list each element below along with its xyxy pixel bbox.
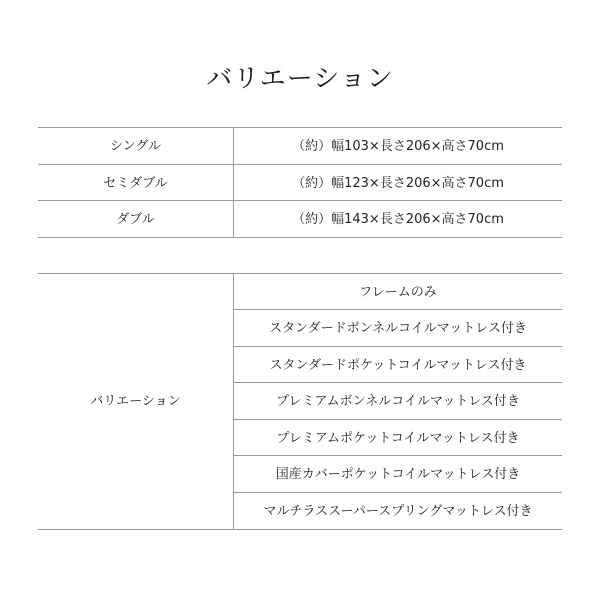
variation-option: プレミアムボンネルコイルマットレス付き bbox=[276, 394, 520, 409]
size-dimensions-semi-double: （約）幅123×長さ206×高さ70cm bbox=[292, 176, 504, 191]
row-divider bbox=[234, 382, 562, 383]
variation-option: スタンダードポケットコイルマットレス付き bbox=[269, 358, 527, 373]
variation-bottom-border bbox=[38, 529, 562, 530]
variation-option: プレミアムポケットコイルマットレス付き bbox=[276, 431, 520, 446]
row-divider bbox=[234, 419, 562, 420]
variation-option: フレームのみ bbox=[359, 285, 437, 300]
row-divider bbox=[234, 455, 562, 456]
row-divider bbox=[234, 492, 562, 493]
row-divider bbox=[234, 309, 562, 310]
size-dimensions-double: （約）幅143×長さ206×高さ70cm bbox=[292, 212, 504, 227]
variation-top-border bbox=[38, 273, 562, 274]
table-bottom-border bbox=[38, 237, 562, 238]
size-name-double: ダブル bbox=[116, 212, 155, 227]
size-dimensions-single: （約）幅103×長さ206×高さ70cm bbox=[292, 139, 504, 154]
size-name-single: シングル bbox=[109, 139, 162, 154]
variation-label: バリエーション bbox=[90, 394, 181, 409]
size-name-semi-double: セミダブル bbox=[103, 176, 168, 191]
variation-option: マルチラススーパースプリングマットレス付き bbox=[263, 504, 533, 519]
table-top-border bbox=[38, 127, 562, 128]
variation-option: 国産カバーポケットコイルマットレス付き bbox=[275, 467, 521, 482]
row-divider bbox=[38, 200, 562, 201]
page-title: バリエーション bbox=[206, 64, 394, 94]
variation-option: スタンダードボンネルコイルマットレス付き bbox=[269, 321, 527, 336]
row-divider bbox=[234, 346, 562, 347]
row-divider bbox=[38, 164, 562, 165]
